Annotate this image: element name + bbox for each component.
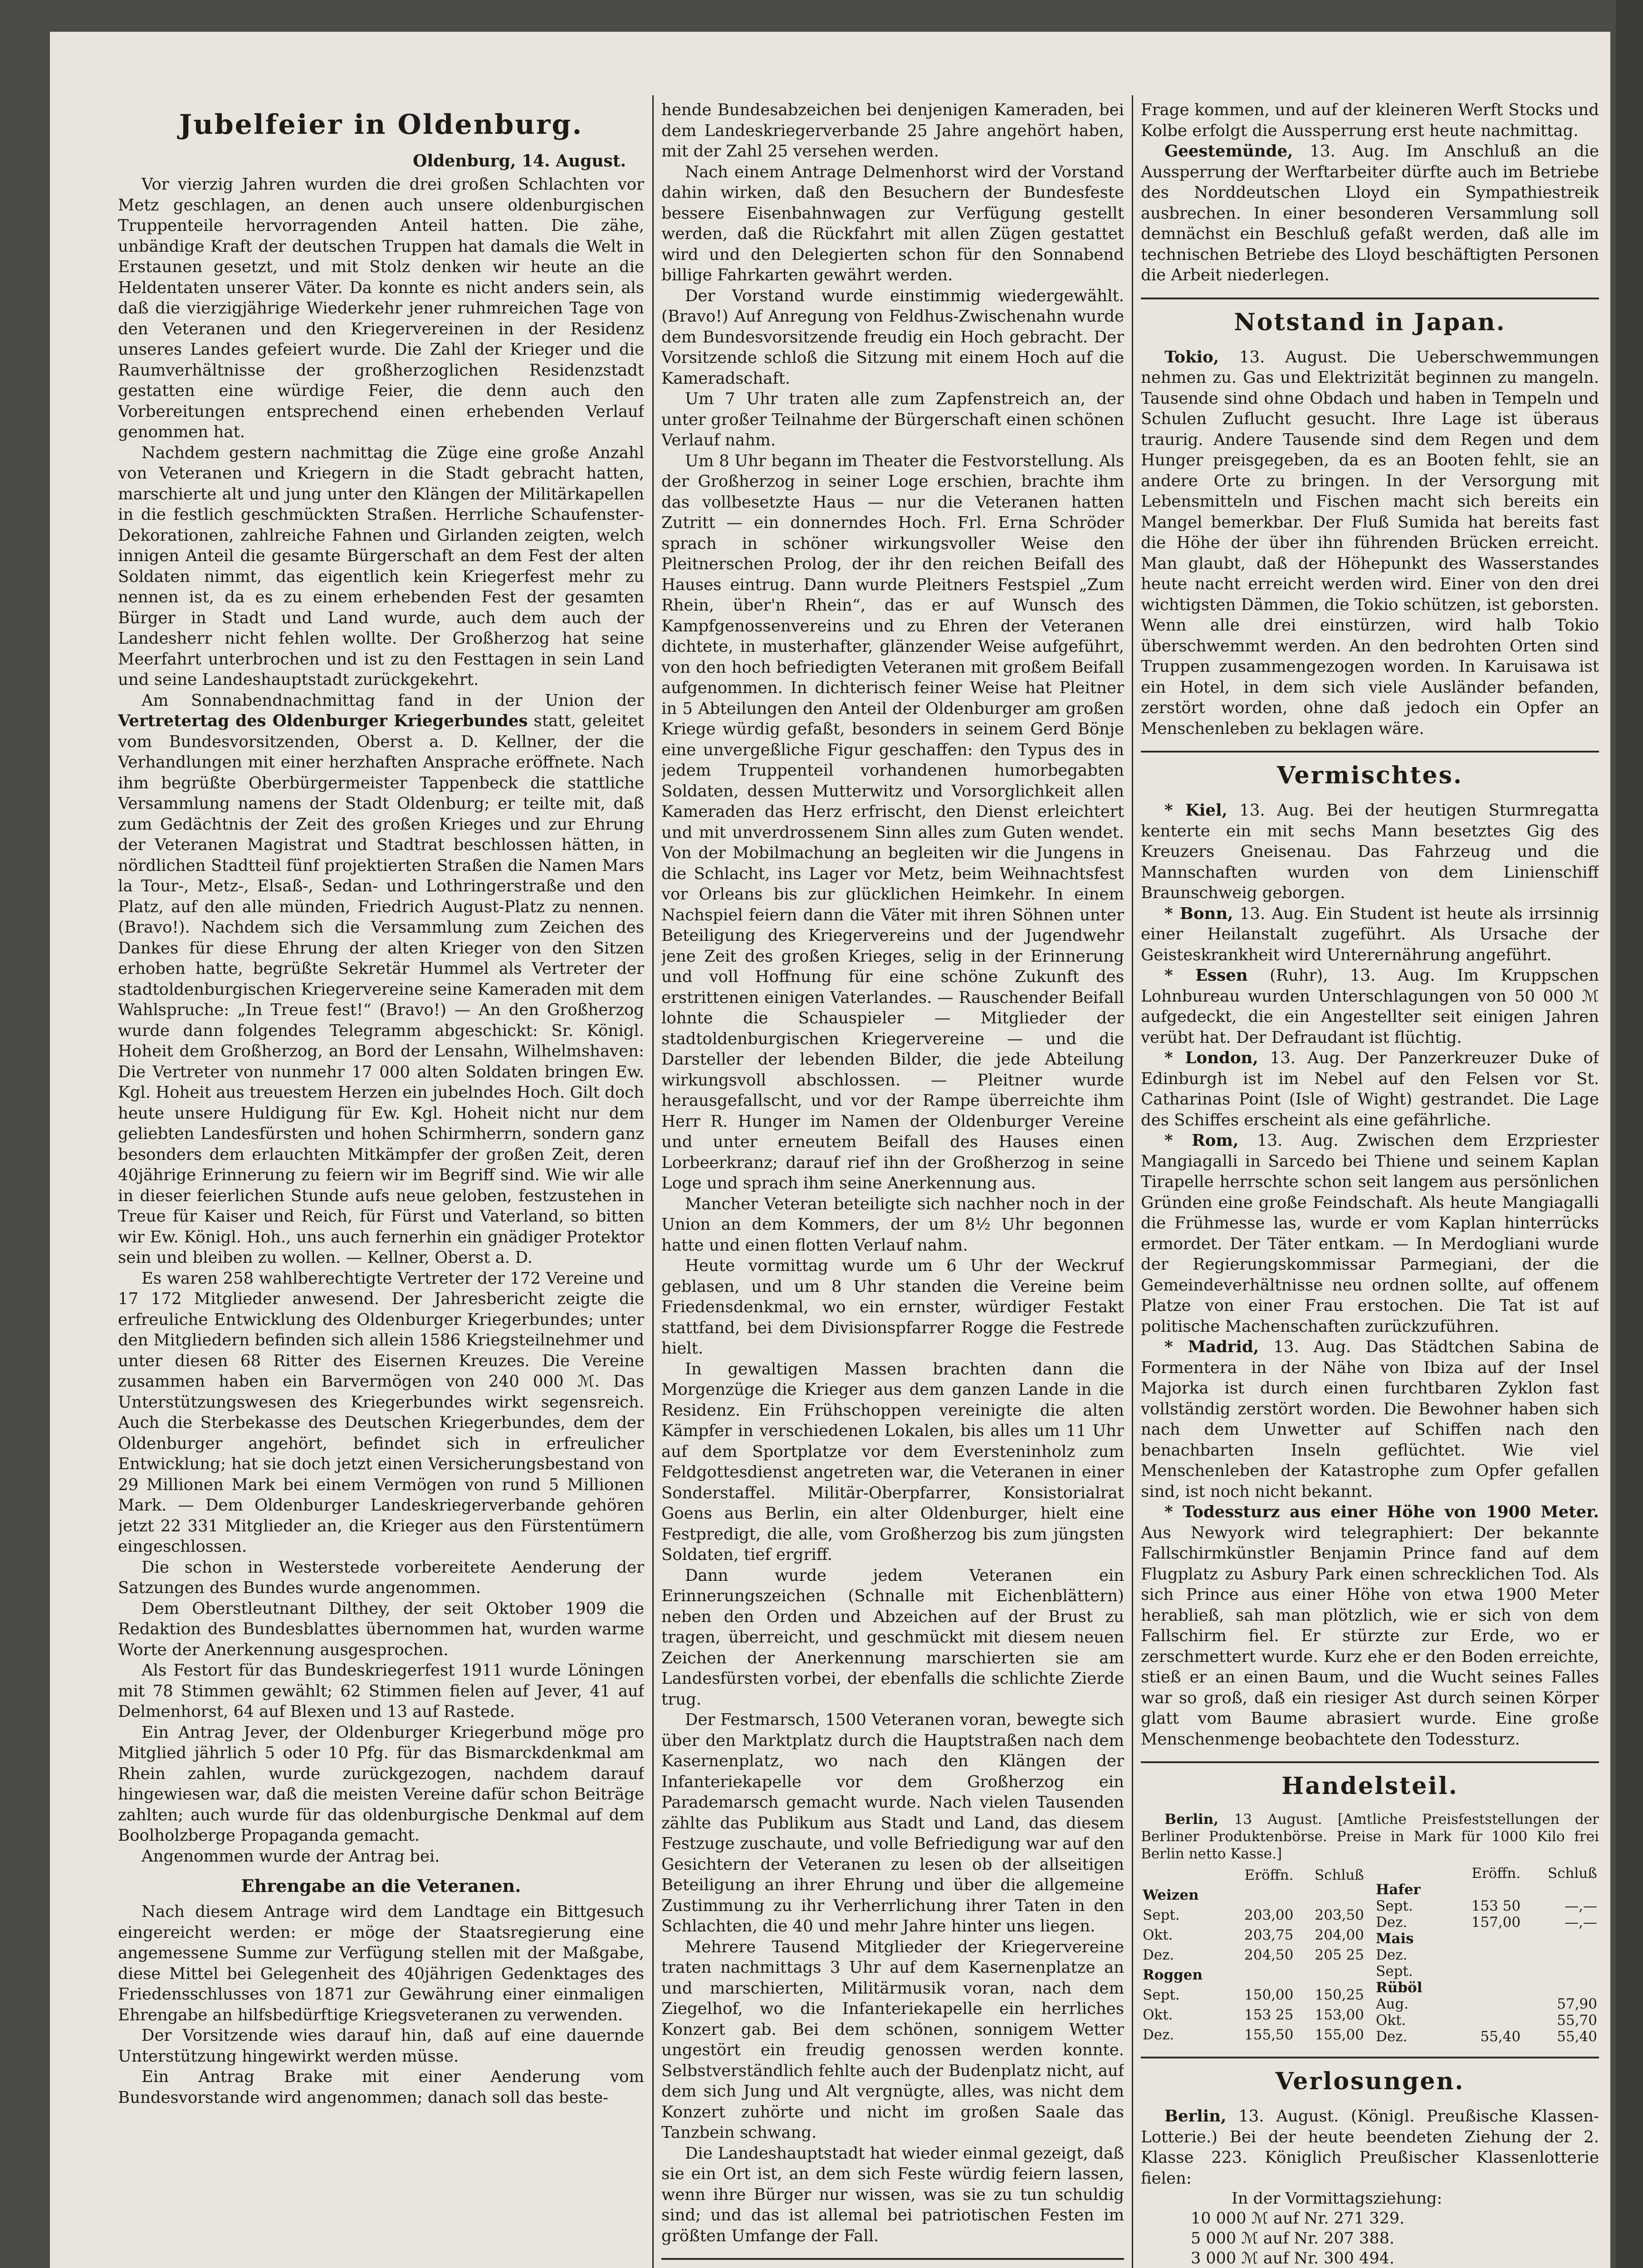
cell-open: [1446, 1996, 1522, 2012]
price-table-right: [1374, 1865, 1599, 2045]
paragraph: [118, 690, 644, 1268]
col-header: [1141, 1865, 1225, 1885]
cell-close: [1522, 1931, 1599, 1947]
place-name: * Bonn,: [1164, 904, 1233, 923]
paragraph: [1141, 965, 1599, 1048]
subheading-ehrengabe: Ehrengabe an die Veteranen.: [241, 1876, 521, 1896]
cell-close: [1522, 1963, 1599, 1980]
cell-open: 204,50: [1244, 1947, 1294, 1963]
lottery-list-morning: [1141, 2209, 1599, 2268]
table-row: [1141, 1965, 1366, 1985]
cell-close: [1522, 1882, 1599, 1898]
cell-open: 150,00: [1244, 1987, 1294, 2003]
cell-label: Dez.: [1143, 2027, 1174, 2043]
table-row: [1374, 2012, 1599, 2028]
cell-label: Mais: [1376, 1931, 1414, 1947]
cell-open: 155,50: [1244, 2027, 1294, 2043]
cell-close: 55,70: [1557, 2012, 1597, 2028]
column-rule-2: [1132, 95, 1133, 2268]
section-rule: [661, 2258, 1124, 2260]
table-row: [1374, 1947, 1599, 1963]
text: 13. August. (Königl. Preußische Klassen-Lotterie.) Bei der heute beendeten Ziehung der 2. Klasse 223. Königlich Preußischer Klassenlotterie fielen:: [1141, 2107, 1599, 2188]
headline-jubelfeier: Jubelfeier in Oldenburg.: [179, 109, 583, 141]
place-name: Geestemünde,: [1164, 142, 1293, 161]
paragraph: [1141, 800, 1599, 904]
lottery-entry: 3 000 ℳ auf Nr. 300 494.: [1191, 2249, 1394, 2268]
table-row: [1374, 1914, 1599, 1931]
cell-open: 203,75: [1244, 1927, 1294, 1943]
col-header-close: Schluß: [1547, 1865, 1597, 1882]
table-row: [1374, 1898, 1599, 1914]
place-name: * Rom,: [1164, 1131, 1239, 1150]
paragraph: Mehrere Tausend Mitglieder der Kriegervereine traten nachmittags 3 Uhr auf dem Kasernenplatze an und marschierten, Militärmusik voran, nach dem Ziegelhof, wo die Infanteriekapelle ein herrliches Konzert gab. Bei dem schönen, sonnigem Wetter ungestört ein freudig genossen werden konnte. Selbstverständlich fehlte auch der Budenplatz nicht, auf dem sich Jung und Alt vergnügte, alles, was nicht dem Konzert zuhörte und nicht im großen Saale das Tanzbein schwang.: [661, 1937, 1124, 2142]
cell-label: Weizen: [1143, 1887, 1199, 1903]
cell-label: Dez.: [1143, 1947, 1174, 1963]
section-rule: [1141, 1761, 1599, 1763]
paragraph: Nach diesem Antrage wird dem Landtage ein Bittgesuch eingereicht werden: er möge der Staatsregierung eine angemessene Summe zur Verfügung stellen mit der Maßgabe, diese Mittel bei Gelegenheit des 40jährigen Gedenktages des Friedensschlusses von 1871 zur Gewährung einer einmaligen Ehrengabe an hilfsbedürftige Kriegsveteranen zu verwenden.: [118, 1902, 644, 2024]
place-name: * London,: [1164, 1049, 1258, 1067]
paragraph: Ein Antrag Brake mit einer Aenderung vom Bundesvorstande wird angenommen; danach soll das beste-: [118, 2068, 644, 2107]
column-2: [661, 100, 1124, 2268]
paragraph: Die schon in Westerstede vorbereitete Aenderung der Satzungen des Bundes wurde angenommen.: [118, 1558, 644, 1597]
table-row: [1141, 2005, 1366, 2025]
text: Am Sonnabendnachmittag fand in der Union der: [142, 691, 644, 710]
cell-close: 155,00: [1315, 2027, 1364, 2043]
col-header-close: Schluß: [1314, 1867, 1364, 1883]
headline-notstand-japan: Notstand in Japan.: [1234, 308, 1506, 336]
cell-open: 157,00: [1471, 1914, 1521, 1931]
cell-close: —,—: [1565, 1914, 1597, 1931]
column-1: [118, 100, 644, 2268]
cell-label: Roggen: [1143, 1967, 1203, 1983]
paragraph: [1141, 904, 1599, 966]
cell-open: [1446, 1963, 1522, 1980]
table-row: [1141, 1945, 1366, 1965]
col-header-open: Eröffn.: [1472, 1865, 1521, 1882]
paragraph: Nachdem gestern nachmittag die Züge eine große Anzahl von Veteranen und Kriegern in die Stadt gebracht hatten, marschierte alt und jung unter den Klängen der Militärkapellen in die festlich geschmückten Straßen. Herrliche Schaufenster-Dekorationen, zahlreiche Fahnen und Girlanden zeigten, welch innigen Anteil die gesamte Bürgerschaft an dem Fest der alten Soldaten nimmt, das eigentlich kein Kriegerfest mehr zu nennen ist, da es zu einem erhebenden Fest der gesamten Bürger in Stadt und Land wurde, auch dem auch der Landesherr nicht fehlen wollte. Der Großherzog hat seine Meerfahrt unterbrochen und ist zu den Festtagen in sein Land und seine Landeshauptstadt zurückgekehrt.: [118, 443, 644, 689]
section-rule: [1141, 751, 1599, 753]
cell-close: [1295, 1965, 1366, 1985]
table-row: [1141, 1925, 1366, 1945]
cell-close: 204,00: [1315, 1927, 1364, 1943]
cell-close: 153,00: [1315, 2007, 1364, 2023]
cell-close: 205 25: [1315, 1947, 1364, 1963]
cell-close: —,—: [1565, 1898, 1597, 1914]
paragraph: Die Landeshauptstadt hat wieder einmal gezeigt, daß sie ein Ort ist, an dem sich Feste würdig feiern lassen, wenn ihre Bürger nur wissen, was sie zu tun schuldig sind; und das ist allemal bei patriotischen Festen im größten Umfange der Fall.: [661, 2144, 1124, 2245]
cell-open: 153 50: [1471, 1898, 1521, 1914]
cell-close: 203,50: [1315, 1907, 1364, 1923]
price-table-left: [1141, 1865, 1366, 2045]
place-name: Berlin,: [1164, 1811, 1219, 1828]
paragraph: [1141, 1048, 1599, 1130]
cell-open: [1446, 1931, 1522, 1947]
table-row: [1374, 1882, 1599, 1898]
cell-close: 55,40: [1557, 2028, 1597, 2045]
paragraph: Mancher Veteran beteiligte sich nachher noch in der Union an dem Kommers, der um 8½ Uhr begonnen hatte und einen flotten Verlauf nahm.: [661, 1194, 1124, 1255]
cell-label: Dez.: [1376, 1914, 1408, 1931]
paragraph: [1141, 1811, 1599, 1862]
cell-open: [1446, 1947, 1522, 1963]
place-name: * Kiel,: [1164, 801, 1227, 820]
paragraph: [1141, 347, 1599, 739]
text: 13 August. [Amtliche Preisfeststellungen der Berliner Produktenbörse. Preise in Mark für 1000 Kilo frei Berlin netto Kasse.]: [1141, 1811, 1599, 1862]
table-row: [1141, 1905, 1366, 1925]
text: 13. Aug. Das Städtchen Sabina de Formentera in der Nähe von Ibiza auf der Insel Majorka ist durch einen furchtbaren Zyklon fast vollständig zerstört worden. Die Bewohner haben sich nach dem Unwetter auf Schiffen nach den benachbarten Inseln geflüchtet. Wie viel Menschenleben der Katastrophe zum Opfer gefallen sind, ist noch nicht bekannt.: [1141, 1338, 1599, 1501]
col-header-open: Eröffn.: [1244, 1867, 1294, 1883]
cell-open: 153 25: [1244, 2007, 1294, 2023]
bold-phrase: Vertretertag des Oldenburger Kriegerbundes: [118, 712, 528, 730]
table-row: [1141, 2025, 1366, 2045]
cell-open: 203,00: [1244, 1907, 1294, 1923]
cell-label: Sept.: [1143, 1987, 1180, 2003]
section-rule: [1141, 2057, 1599, 2058]
cell-close: [1522, 1947, 1599, 1963]
paragraph: Der Festmarsch, 1500 Veteranen voran, bewegte sich über den Marktplatz durch die Hauptstraßen nach dem Kasernenplatz, wo nach den Klängen der Infanteriekapelle vor dem Großherzog ein Parademarsch gemacht wurde. Nach vielen Tausenden zählte das Publikum aus Stadt und Land, das diesem Festzuge zuschaute, und volle Befriedigung war auf den Gesichtern der Veteranen zu lesen ob der allseitigen Beteiligung an ihrer Ehrung und über die allgemeine Zustimmung zu ihr Verherrlichung ihrer Taten in den Schlachten, die 40 und mehr Jahre hinter uns liegen.: [661, 1711, 1124, 1936]
cell-label: Dez.: [1376, 1947, 1408, 1963]
cell-label: Rüböl: [1376, 1980, 1423, 1996]
column-3: [1141, 100, 1599, 2268]
paragraph: hende Bundesabzeichen bei denjenigen Kameraden, bei dem Landeskriegerverbande 25 Jahre angehört haben, mit der Zahl 25 versehen werden.: [661, 101, 1124, 161]
place-name: Berlin,: [1164, 2107, 1227, 2126]
cell-label: Hafer: [1376, 1882, 1421, 1898]
table-row: [1374, 1980, 1599, 1996]
cell-label: Dez.: [1376, 2028, 1408, 2045]
cell-label: Okt.: [1143, 1927, 1173, 1943]
table-row: [1141, 1985, 1366, 2005]
table-row: [1141, 1885, 1366, 1905]
paragraph: [1141, 1130, 1599, 1337]
text: 13. Aug. Der Panzerkreuzer Duke of Edinburgh ist im Nebel auf den Felsen vor St. Catharinas Point (Isle of Wight) gestrandet. Die Lage des Schiffes erscheint als eine gefährliche.: [1141, 1049, 1599, 1129]
paragraph: Vor vierzig Jahren wurden die drei großen Schlachten vor Metz geschlagen, an denen auch unsere oldenburgischen Truppenteile hervorragenden Anteil hatten. Die zähe, unbändige Kraft der deutschen Truppen hat damals die Welt in Erstaunen gesetzt, und mit Stolz denken wir heute an die Heldentaten unserer Väter. Da konnte es nicht anders sein, als daß die vierzigjährige Wiederkehr jener ruhmreichen Tage von den Veteranen und den Kriegervereinen in der Residenz unseres Landes gefeiert wurde. Die Zahl der Krieger und die Raumverhältnisse der großherzoglichen Residenzstadt gestatten eine würdige Feier, die denn auch den Vorbereitungen entsprechend einen erhebenden Verlauf genommen hat.: [118, 175, 644, 441]
cell-label: Sept.: [1376, 1898, 1413, 1914]
text: 13. August. Die Ueberschwemmungen nehmen zu. Gas und Elektrizität beginnen zu mangeln. Tausende sind ohne Obdach und haben in Tempeln und Schulen Zuflucht gesucht. Ihre Lage ist überaus traurig. Andere Tausende sind dem Regen und dem Hunger preisgegeben, da es an Booten fehlt, sie an andere Orte zu bringen. In der Versorgung mit Lebensmitteln und Fischen macht sich bereits ein Mangel bemerkbar. Der Fluß Sumida hat bereits fast die Höhe der über ihn führenden Brücken erreicht. Man glaubt, daß der Höhepunkt des Wasserstandes heute nacht erreicht werden wird. Einer von den drei wichtigsten Dämmen, die Tokio schützen, ist geborsten. Wenn alle drei einstürzen, wird halb Tokio überschwemmt werden. An den bedrohten Orten sind Truppen zusammengezogen worden. In Karuisawa ist ein Hotel, in dem sich viele Ausländer befanden, zerstört worden, ohne daß jedoch ein Opfer an Menschenleben zu beklagen wäre.: [1141, 347, 1599, 738]
cell-open: [1446, 1882, 1522, 1898]
paragraph: Nach einem Antrage Delmenhorst wird der Vorstand dahin wirken, daß den Besuchern der Bundesfeste bessere Eisenbahnwagen zur Verfügung gestellt werden, daß die Rückfahrt mit allen Zügen gestattet wird und den Delegierten schon für den Sonnabend billige Fahrkarten gewährt werden.: [661, 162, 1124, 284]
lottery-heading: In der Vormittagsziehung:: [1232, 2190, 1443, 2208]
scan-edge: [1616, 0, 1643, 2268]
text: 13. Aug. Ein Student ist heute als irrsinnig einer Heilanstalt zugeführt. Als Ursache der Geisteskrankheit wird Unterernährung angeführt.: [1141, 904, 1599, 964]
cell-open: [1225, 1965, 1296, 1985]
text: 13. Aug. Im Anschluß an die Aussperrung der Werftarbeiter dürfte auch im Betriebe des Norddeutschen Lloyd ein Sympathiestreik ausbrechen. In einer besonderen Versammlung soll demnächst ein Beschluß gefaßt werden, daß alle im technischen Betriebe des Lloyd beschäftigten Personen die Arbeit niederlegen.: [1141, 142, 1599, 284]
bold-phrase: * Todessturz aus einer Höhe von 1900 Meter.: [1164, 1503, 1599, 1521]
paragraph: [1141, 2106, 1599, 2189]
paragraph: Der Vorstand wurde einstimmig wiedergewählt. (Bravo!) Auf Anregung von Feldhus-Zwischenahn wurde dem Bundesvorsitzende freudig ein Hoch gebracht. Der Vorsitzende schloß die Sitzung mit einem Hoch auf die Kameradschaft.: [661, 286, 1124, 388]
headline-vermischtes: Vermischtes.: [1276, 762, 1463, 789]
paragraph: Dem Oberstleutnant Dilthey, der seit Oktober 1909 die Redaktion des Bundesblattes übernommen hat, wurden warme Worte der Anerkennung ausgesprochen.: [118, 1599, 644, 1659]
cell-label: Aug.: [1376, 1996, 1409, 2012]
paragraph: Der Vorsitzende wies darauf hin, daß auf eine dauernde Unterstützung hingewirkt werden müsse.: [118, 2026, 644, 2066]
paragraph: Angenommen wurde der Antrag bei.: [142, 1847, 440, 1866]
cell-close: [1522, 1980, 1599, 1996]
cell-open: 55,40: [1480, 2028, 1521, 2045]
paragraph: [1141, 141, 1599, 286]
paragraph: Frage kommen, und auf der kleineren Werft Stocks und Kolbe erfolgt die Aussperrung erst heute nachmittag.: [1141, 101, 1599, 140]
cell-open: [1446, 2012, 1522, 2028]
headline-handelsteil: Handelsteil.: [1281, 1772, 1458, 1800]
table-row: [1374, 1931, 1599, 1947]
text: statt, geleitet vom Bundesvorsitzenden, Oberst a. D. Kellner, der die Verhandlungen mit einer herzhaften Ansprache eröffnete. Nach ihm begrüßte Oberbürgermeister Tappenbeck die stattliche Versammlung namens der Stadt Oldenburg; er teilte mit, daß zum Gedächtnis der Zeit des großen Krieges und zur Ehrung der Veteranen Magistrat und Stadtrat beschlossen hätten, in nördlichen Stadtteil fünf projektierten Straßen die Namen Mars la Tour-, Metz-, Elsaß-, Sedan- und Lothringerstraße und den Platz, auf den alle münden, Friedrich August-Platz zu nennen. (Bravo!). Nachdem sich die Versammlung zum Zeichen des Dankes für diese Ehrung der alten Krieger von den Sitzen erhoben hatte, begrüßte Sekretär Hummel als Vertreter der stadtoldenburgischen Kriegervereine seine Kameraden mit dem Wahlspruche: „In Treue fest!“ (Bravo!) — An den Großherzog wurde dann folgendes Telegramm abgeschickt: Sr. Königl. Hoheit dem Großherzog, an Bord der Lensahn, Wilhelmshaven: Die Vertreter von nunmehr 17 000 alten Soldaten bringen Ew. Kgl. Hoheit aus treuestem Herzen ein jubelndes Hoch. Gilt doch heute unsere Huldigung für Ew. Kgl. Hoheit nicht nur dem geliebten Landesfürsten und hohen Schirmherrn, sondern ganz besonders dem erlauchten Mitkämpfer der großen Zeit, deren 40jährige Erinnerung zu feiern wir im Begriff sind. Wie wir alle in dieser feierlichen Stunde aufs neue geloben, festzustehen in Treue für Kaiser und Reich, für Fürst und Vaterland, so bitten wir Ew. Königl. Hoh., uns auch fernerhin ein gnädiger Protektor sein und bleiben zu wollen. — Kellner, Oberst a. D.: [118, 712, 644, 1267]
lottery-entry: 5 000 ℳ auf Nr. 207 388.: [1191, 2229, 1394, 2248]
headline-verlosungen: Verlosungen.: [1275, 2068, 1465, 2095]
newspaper-page: [50, 32, 1610, 2268]
lottery-entry: 10 000 ℳ auf Nr. 271 329.: [1191, 2209, 1405, 2228]
place-name: * Madrid,: [1164, 1338, 1259, 1356]
paragraph: [1141, 1502, 1599, 1750]
table-row: [1374, 2028, 1599, 2045]
table-row: [1374, 1963, 1599, 1980]
cell-close: 150,25: [1315, 1987, 1364, 2003]
text: (Ruhr), 13. Aug. Im Kruppschen Lohnbureau wurden Unterschlagungen von 50 000 ℳ aufgedeckt, die ein Angestellter seit einigen Jahren verübt hat. Der Defraudant ist flüchtig.: [1141, 966, 1599, 1047]
paragraph: Es waren 258 wahlberechtigte Vertreter der 172 Vereine und 17 172 Mitglieder anwesend. Der Jahresbericht zeigte die erfreuliche Entwicklung des Oldenburger Kriegerbundes; unter den Mitgliedern befinden sich allein 1586 Kriegsteilnehmer und unter diesen 68 Ritter des Eisernen Kreuzes. Die Vereine zusammen haben ein Barvermögen von 240 000 ℳ. Das Unterstützungswesen des Kriegerbundes wirkt segensreich. Auch die Sterbekasse des Deutschen Kriegerbundes, dem der Oldenburger angehört, befindet sich in erfreulicher Entwicklung; hat sie doch jetzt einen Versicherungsbestand von 29 Millionen Mark bei einem Vermögen von rund 5 Millionen Mark. — Dem Oldenburger Landeskriegerverbande gehören jetzt 22 331 Mitglieder an, die Krieger aus den Fürstentümern eingeschlossen.: [118, 1269, 644, 1556]
cell-close: [1295, 1885, 1366, 1905]
paragraph: Heute vormittag wurde um 6 Uhr der Weckruf geblasen, und um 8 Uhr standen die Vereine beim Friedensdenkmal, wo ein ernster, würdiger Festakt stattfand, bei dem Divisionspfarrer Rogge die Festrede hielt.: [661, 1256, 1124, 1358]
table-row: [1374, 1996, 1599, 2012]
paragraph: Dann wurde jedem Veteranen ein Erinnerungszeichen (Schnalle mit Eichenblättern) neben den Orden und Abzeichen auf der Brust zu tragen, überreicht, und geschmückt mit diesem neuen Zeichen der Anerkennung marschierten sie am Landesfürsten vorbei, der ebenfalls die schlichte Zierde trug.: [661, 1566, 1124, 1709]
price-tables: [1141, 1865, 1599, 2045]
column-rule-1: [652, 95, 654, 2268]
cell-label: Okt.: [1376, 2012, 1406, 2028]
text: 13. Aug. Zwischen dem Erzpriester Mangiagalli in Sarcedo bei Thiene und seinem Kaplan Tirapelle herrschte schon seit langem aus persönlichen Gründen eine große Feindschaft. Als heute Mangiagalli die Frühmesse las, wurde er vom Kaplan hinterrücks ermordet. Der Täter entkam. — In Merdogliani wurde der Regierungskommissar Parmegiani, der die Gemeindeverhältnisse neu ordnen sollte, auf offenem Platze von einer Frau erstochen. Die Tat ist auf politische Machenschaften zurückzuführen.: [1141, 1131, 1599, 1336]
paragraph: [1141, 1337, 1599, 1502]
cell-label: Okt.: [1143, 2007, 1173, 2023]
paragraph: Als Festort für das Bundeskriegerfest 1911 wurde Löningen mit 78 Stimmen gewählt; 62 Stimmen fielen auf Jever, 41 auf Delmenhorst, 64 auf Blexen und 13 auf Rastede.: [118, 1661, 644, 1721]
paragraph: Um 8 Uhr begann im Theater die Festvorstellung. Als der Großherzog in seiner Loge erschien, brachte ihm das vollbesetzte Haus — nur die Veteranen hatten Zutritt — ein donnerndes Hoch. Frl. Erna Schröder sprach in schöner wirkungsvoller Weise den Pleitnerschen Prolog, der ihr den reichen Beifall des Hauses eintrug. Dann wurde Pleitners Festspiel „Zum Rhein, über'n Rhein“, das er auf Wunsch des Kampfgenossenvereins und zu Ehren der Veteranen dichtete, in musterhafter, glänzender Weise aufgeführt, von den hoch befriedigten Veteranen mit großem Beifall aufgenommen. In dichterisch feiner Weise hat Pleitner in 5 Abteilungen den Anteil der Oldenburger am großen Kriege würdig gefaßt, besonders in seinem Gerd Bönje eine unvergeßliche Figur geschaffen: den Typus des in jedem Truppenteil vorhandenen humorbegabten Soldaten, dessen Mutterwitz und Vorsorglichkeit allen Kameraden das Herz erfrischt, den Dienst erleichtert und mit unverdrossenem Sinn alles zum Guten wendet. Von der Mobilmachung an begleiten wir die Jungens in die Schlacht, ins Lager vor Metz, beim Weihnachtsfest vor Orleans bis zur glücklichen Heimkehr. In einem Nachspiel feiern dann die Väter mit ihren Söhnen unter Beteiligung des Kriegervereins und der Jugendwehr jene Zeit des großen Krieges, selig in der Erinnerung und voll Hoffnung für eine schöne Zukunft des erstrittenen einigen Vaterlandes. — Rauschender Beifall lohnte die Schauspieler — Mitglieder der stadtoldenburgischen Kriegervereine — und die Darsteller der lebenden Bilder, die jede Abteilung wirkungsvoll abschlossen. — Pleitner wurde herausgefallscht, und vor der Rampe überreichte ihm Herr R. Hunger im Namen der Oldenburger Vereine und unter erneutem Beifall des Hauses einen Lorbeerkranz; darauf rief ihn der Großherzog in seine Loge und sprach ihm seine Anerkennung aus.: [661, 451, 1124, 1193]
cell-close: 57,90: [1557, 1996, 1597, 2012]
cell-open: [1225, 1885, 1296, 1905]
cell-open: [1446, 1980, 1522, 1996]
paragraph: Um 7 Uhr traten alle zum Zapfenstreich an, der unter großer Teilnahme der Bürgerschaft einen schönen Verlauf nahm.: [661, 390, 1124, 450]
paragraph: In gewaltigen Massen brachten dann die Morgenzüge die Krieger aus dem ganzen Lande in die Residenz. Ein Frühschoppen vereinigte die alten Kämpfer in verschiedenen Lokalen, bis alles um 11 Uhr auf dem Sportplatze vor dem Eversteninholz zum Feldgottesdienst angetreten war, die Veteranen in einer Sonderstaffel. Militär-Oberpfarrer, Konsistorialrat Goens aus Berlin, ein alter Oldenburger, hielt eine Festpredigt, die alle, vom Großherzog bis zum jüngsten Soldaten, tief ergriff.: [661, 1359, 1124, 1564]
col-header: [1374, 1865, 1446, 1882]
text: 13. Aug. Bei der heutigen Sturmregatta kenterte ein mit sechs Mann besetztes Gig des Kreuzers Gneisenau. Das Fahrzeug und die Mannschaften wurden von dem Linienschiff Braunschweig geborgen.: [1141, 801, 1599, 902]
text: Aus Newyork wird telegraphiert: Der bekannte Fallschirmkünstler Benjamin Prince fand auf dem Flugplatz zu Asbury Park einen schrecklichen Tod. Als sich Prince aus einer Höhe von etwa 1900 Meter herabließ, sah man plötzlich, wie er sich von dem Fallschirm fiel. Er stürzte zur Erde, wo er zerschmettert wurde. Kurz ehe er den Boden erreichte, stieß er an einen Baum, und die Wucht seines Falles war so groß, daß ein riesiger Ast durch seinen Körper glatt vom Baume abrasiert wurde. Eine große Menschenmenge beobachtete den Todessturz.: [1141, 1523, 1599, 1749]
place-name: Tokio,: [1164, 347, 1219, 367]
cell-label: Sept.: [1376, 1963, 1413, 1980]
paragraph: Ein Antrag Jever, der Oldenburger Kriegerbund möge pro Mitglied jährlich 5 oder 10 Pfg. für das Bismarckdenkmal am Rhein zahlen, wurde zurückgezogen, nachdem darauf hingewiesen war, daß die meisten Vereine dafür schon Beiträge zahlten; auch wurde für das oldenburgische Denkmal auf dem Boolholzberge Propaganda gemacht.: [118, 1723, 644, 1845]
section-rule: [1141, 298, 1599, 299]
cell-label: Sept.: [1143, 1907, 1180, 1923]
dateline: Oldenburg, 14. August.: [413, 152, 626, 171]
place-name: * Essen: [1164, 966, 1248, 985]
